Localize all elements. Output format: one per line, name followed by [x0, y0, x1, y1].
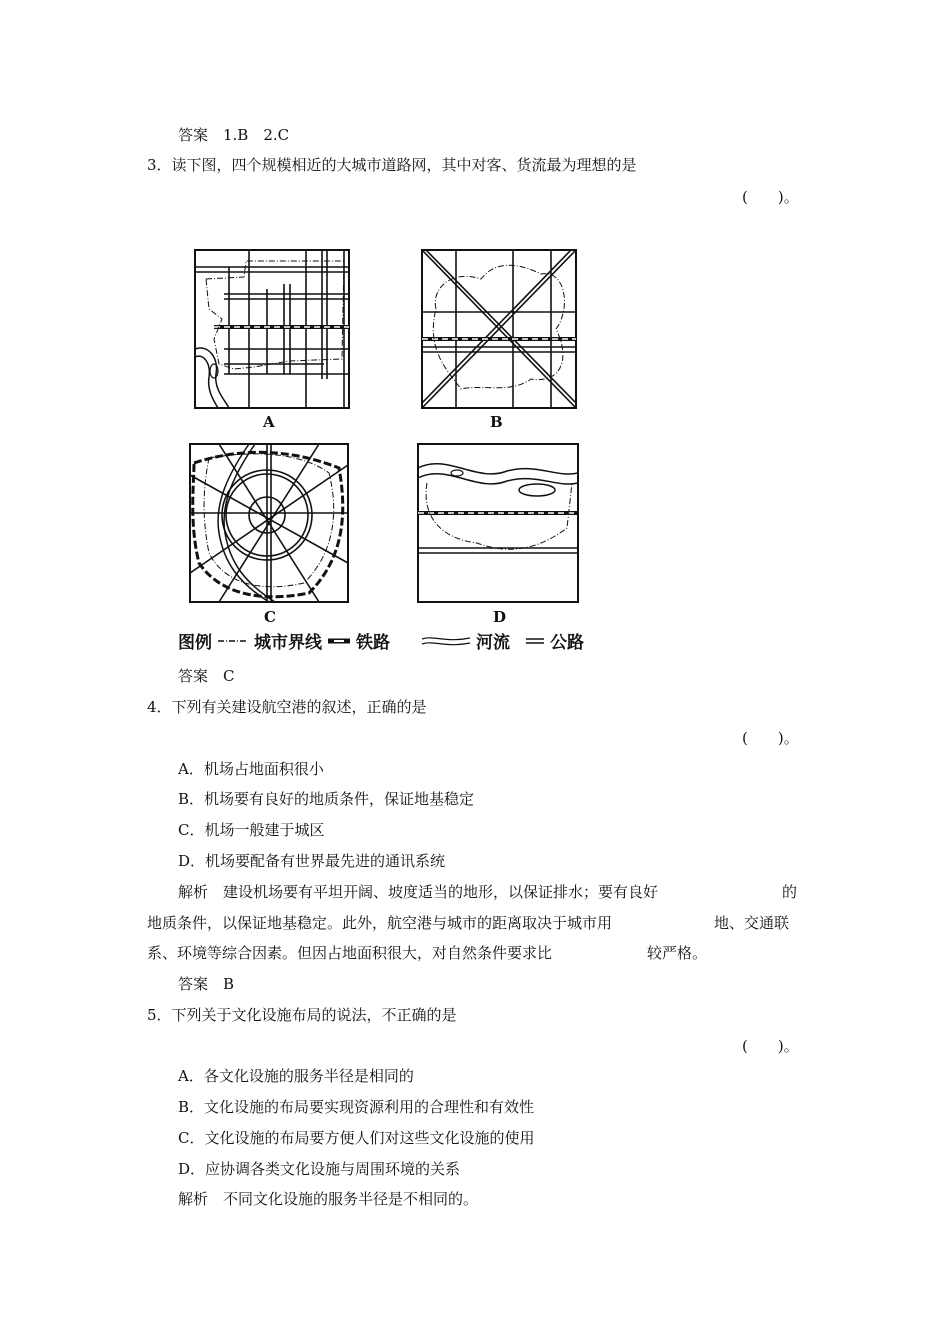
- q4-analysis-line1-end: 的: [782, 883, 798, 901]
- legend-river: 河流: [476, 633, 510, 653]
- road-icon: [524, 636, 546, 646]
- map-b-label: B: [490, 413, 503, 431]
- river-icon: [420, 633, 472, 649]
- legend-title: 图例: [178, 633, 212, 653]
- q4-option-d: D．机场要配备有世界最先进的通讯系统: [178, 852, 446, 870]
- legend-road: 公路: [550, 633, 584, 653]
- map-a: [194, 249, 350, 409]
- map-d: [417, 443, 579, 603]
- q5-analysis: 解析 不同文化设施的服务半径是不相同的。: [178, 1190, 479, 1208]
- map-legend: [178, 628, 584, 653]
- map-b: [421, 249, 577, 409]
- map-c: [189, 443, 349, 603]
- q5-option-a: A．各文化设施的服务半径是相同的: [178, 1067, 414, 1085]
- map-d-label: D: [493, 608, 507, 626]
- legend-boundary: 城市界线: [254, 633, 322, 653]
- q5-stem: 5．下列关于文化设施布局的说法，不正确的是: [147, 1006, 457, 1024]
- q4-analysis-line2-end: 地、交通联: [714, 914, 790, 932]
- boundary-line-icon: [216, 636, 250, 646]
- q5-answer-paren: ( )。: [742, 1037, 799, 1055]
- q5-option-c: C．文化设施的布局要方便人们对这些文化设施的使用: [178, 1129, 535, 1147]
- q4-option-a: A．机场占地面积很小: [178, 760, 324, 778]
- map-a-label: A: [263, 413, 275, 431]
- map-c-label: C: [264, 608, 276, 626]
- railway-icon: [326, 636, 352, 646]
- q4-option-c: C．机场一般建于城区: [178, 821, 325, 839]
- q2-answer: 答案 1.B 2.C: [178, 126, 290, 144]
- q3-answer: 答案 C: [178, 667, 235, 685]
- q4-analysis-line3: 系、环境等综合因素。但因占地面积很大，对自然条件要求比: [147, 944, 553, 962]
- q4-answer: 答案 B: [178, 975, 235, 993]
- q3-stem: 3．读下图，四个规模相近的大城市道路网，其中对客、货流最为理想的是: [147, 156, 637, 174]
- q3-answer-paren: ( )。: [742, 188, 799, 206]
- q4-answer-paren: ( )。: [742, 729, 799, 747]
- q4-stem: 4．下列有关建设航空港的叙述，正确的是: [147, 698, 427, 716]
- legend-railway: 铁路: [356, 633, 390, 653]
- q5-option-d: D．应协调各类文化设施与周围环境的关系: [178, 1160, 461, 1178]
- q4-option-b: B．机场要有良好的地质条件，保证地基稳定: [178, 790, 475, 808]
- q4-analysis-line2: 地质条件，以保证地基稳定。此外，航空港与城市的距离取决于城市用: [147, 914, 613, 932]
- q5-option-b: B．文化设施的布局要实现资源利用的合理性和有效性: [178, 1098, 535, 1116]
- q4-analysis-line3-end: 较严格。: [647, 944, 708, 962]
- q4-analysis-line1: 解析 建设机场要有平坦开阔、坡度适当的地形，以保证排水；要有良好: [178, 883, 659, 901]
